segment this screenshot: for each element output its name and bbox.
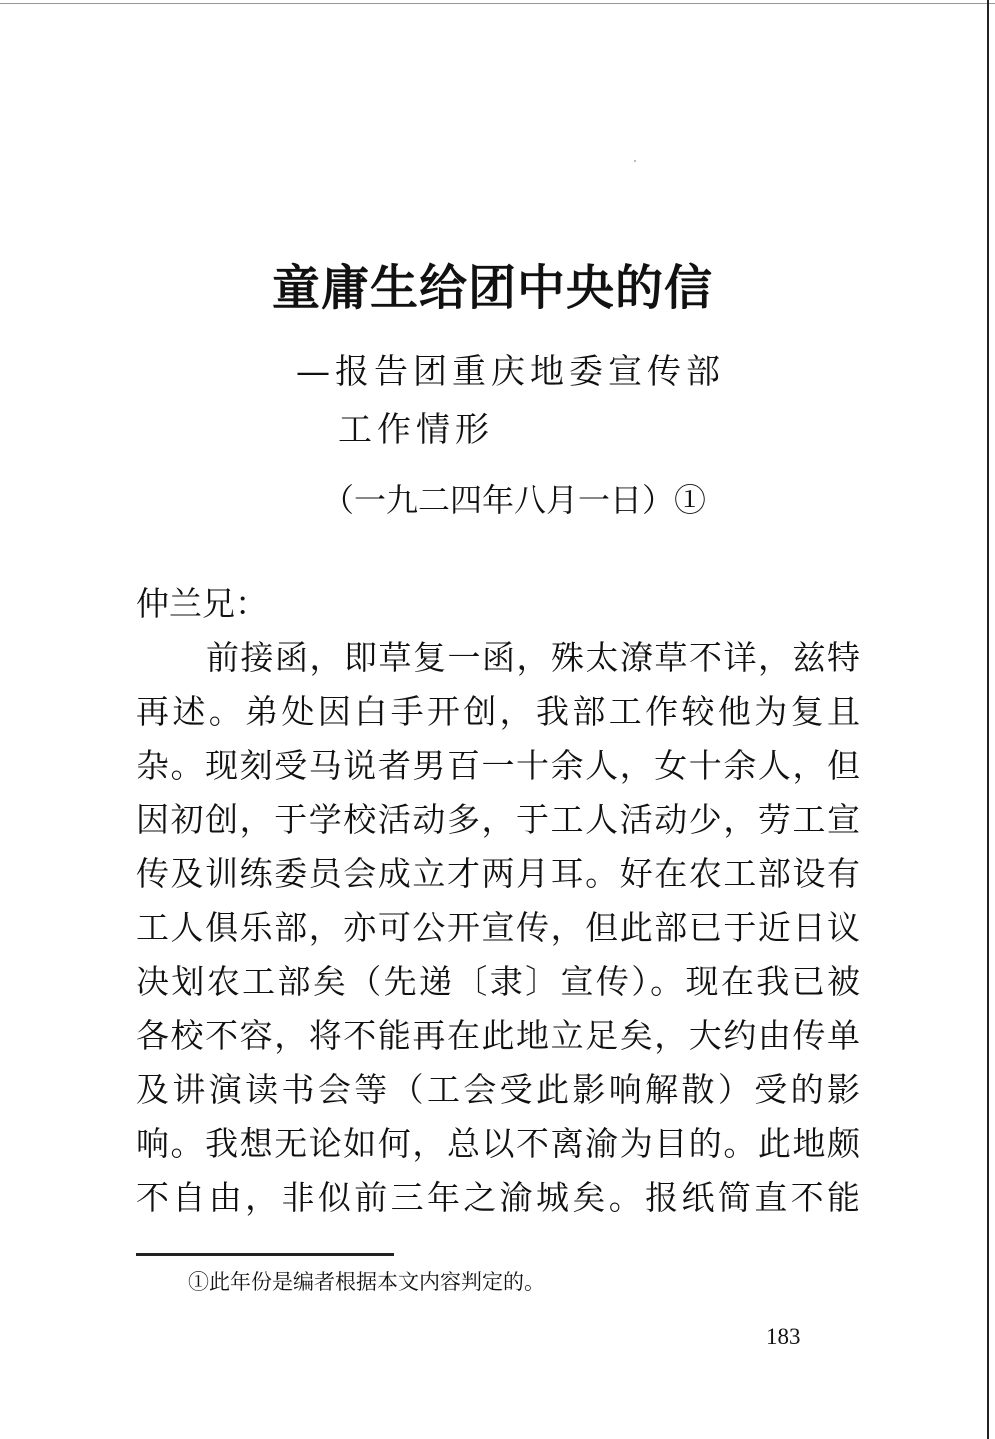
body-line: 因初创，于学校活动多，于工人活动少，劳工宣 xyxy=(136,800,860,839)
document-subtitle-line-2: 工作情形 xyxy=(338,410,494,450)
body-line: 响。我想无论如何，总以不离渝为目的。此地颇 xyxy=(136,1124,860,1163)
scan-right-edge xyxy=(987,0,989,1439)
scan-top-edge xyxy=(0,3,995,4)
body-line: 传及训练委员会成立才两月耳。好在农工部设有 xyxy=(136,854,860,893)
letter-salutation: 仲兰兄： xyxy=(136,584,268,623)
scan-speck xyxy=(634,160,636,162)
body-line: 杂。现刻受马说者男百一十余人，女十余人，但 xyxy=(136,746,860,785)
body-line: 不自由，非似前三年之渝城矣。报纸简直不能 xyxy=(136,1178,860,1217)
document-date: （一九二四年八月一日）① xyxy=(322,481,707,519)
body-line: 前接函，即草复一函，殊太潦草不详，兹特 xyxy=(206,638,860,677)
body-line: 工人俱乐部，亦可公开宣传，但此部已于近日议 xyxy=(136,908,860,947)
footnote-separator xyxy=(136,1253,394,1256)
body-line: 各校不容，将不能再在此地立足矣，大约由传单 xyxy=(136,1016,860,1055)
document-subtitle-line-1: —报告团重庆地委宣传部 xyxy=(296,352,725,392)
body-line: 决划农工部矣（先递〔隶〕宣传）。现在我已被 xyxy=(136,962,860,1001)
document-title: 童庸生给团中央的信 xyxy=(272,260,714,316)
page-number: 183 xyxy=(766,1324,801,1349)
footnote: ①此年份是编者根据本文内容判定的。 xyxy=(188,1270,545,1294)
body-line: 再述。弟处因白手开创，我部工作较他为复且 xyxy=(136,692,860,731)
body-line: 及讲演读书会等（工会受此影响解散）受的影 xyxy=(136,1070,860,1109)
